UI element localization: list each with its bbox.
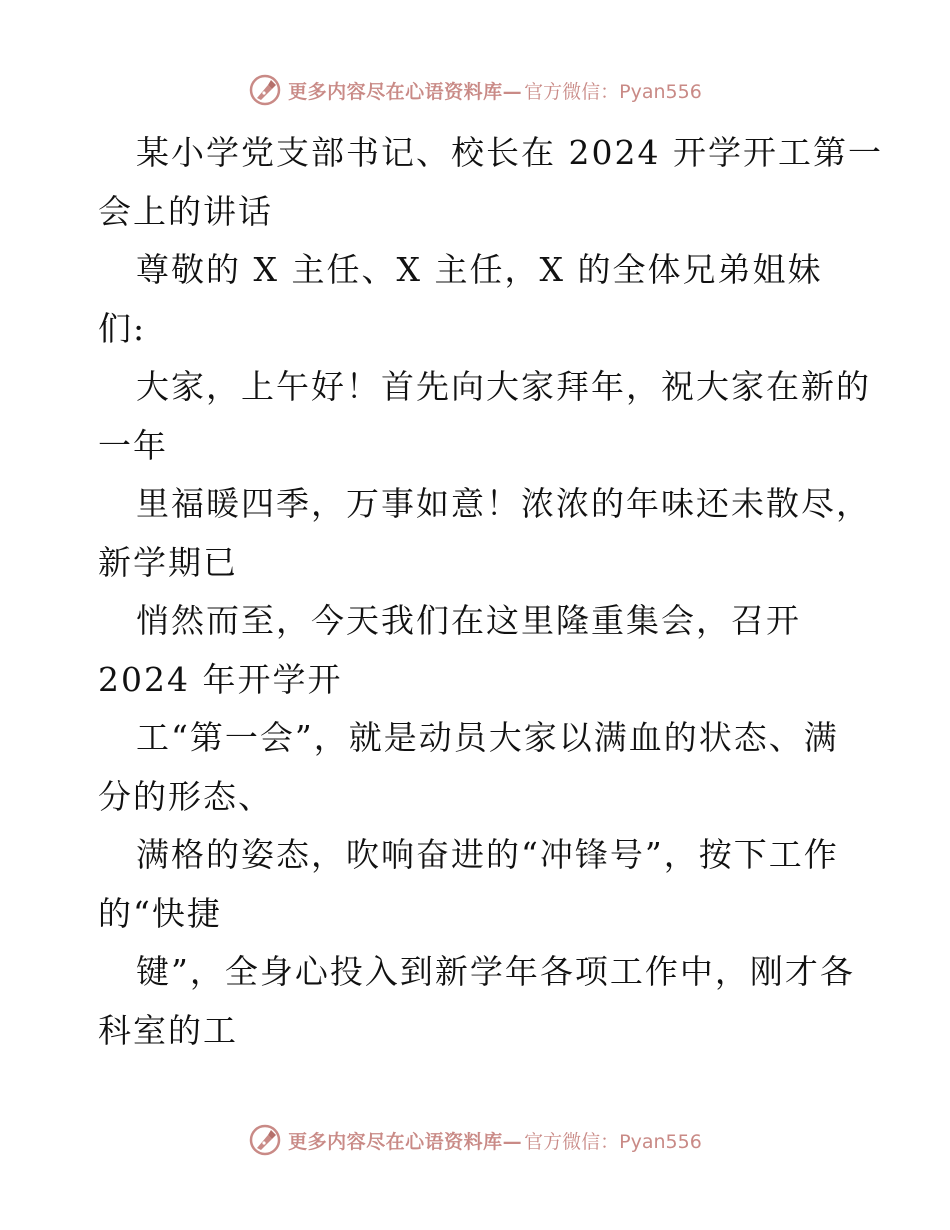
document-line: 尊敬的 X 主任、X 主任，X 的全体兄弟姐妹 xyxy=(136,250,823,289)
header-banner xyxy=(0,70,950,110)
document-line: 里福暖四季，万事如意！浓浓的年味还未散尽， xyxy=(136,484,871,523)
banner-sub-text: 官方微信：Pyan556 xyxy=(524,1130,702,1153)
document-line: 工“第一会”，就是动员大家以满血的状态、满 xyxy=(136,718,839,757)
document-line: 键”，全身心投入到新学年各项工作中，刚才各 xyxy=(136,952,855,991)
banner-main-text: 更多内容尽在心语资料库— xyxy=(288,1130,523,1153)
document-line: 会上的讲话 xyxy=(98,191,273,231)
footer-banner xyxy=(0,1120,950,1160)
document-line: 们: xyxy=(98,308,147,348)
document-line: 新学期已 xyxy=(98,542,238,582)
pen-nib-logo-icon xyxy=(248,73,282,107)
document-line: 一年 xyxy=(98,425,168,465)
document-line: 悄然而至，今天我们在这里隆重集会，召开 xyxy=(136,601,801,640)
document-body xyxy=(98,124,883,1060)
document-line: 科室的工 xyxy=(98,1010,238,1050)
document-line: 2024 年开学开 xyxy=(98,659,343,699)
banner-sub-text: 官方微信：Pyan556 xyxy=(524,80,702,103)
document-line: 某小学党支部书记、校长在 2024 开学开工第一 xyxy=(136,133,883,172)
document-line: 大家，上午好！首先向大家拜年，祝大家在新的 xyxy=(136,367,871,406)
document-line: 的“快捷 xyxy=(98,893,222,933)
pen-nib-logo-icon xyxy=(248,1123,282,1157)
document-line: 分的形态、 xyxy=(98,776,273,816)
document-line: 满格的姿态，吹响奋进的“冲锋号”，按下工作 xyxy=(136,835,839,874)
banner-main-text: 更多内容尽在心语资料库— xyxy=(288,80,523,103)
